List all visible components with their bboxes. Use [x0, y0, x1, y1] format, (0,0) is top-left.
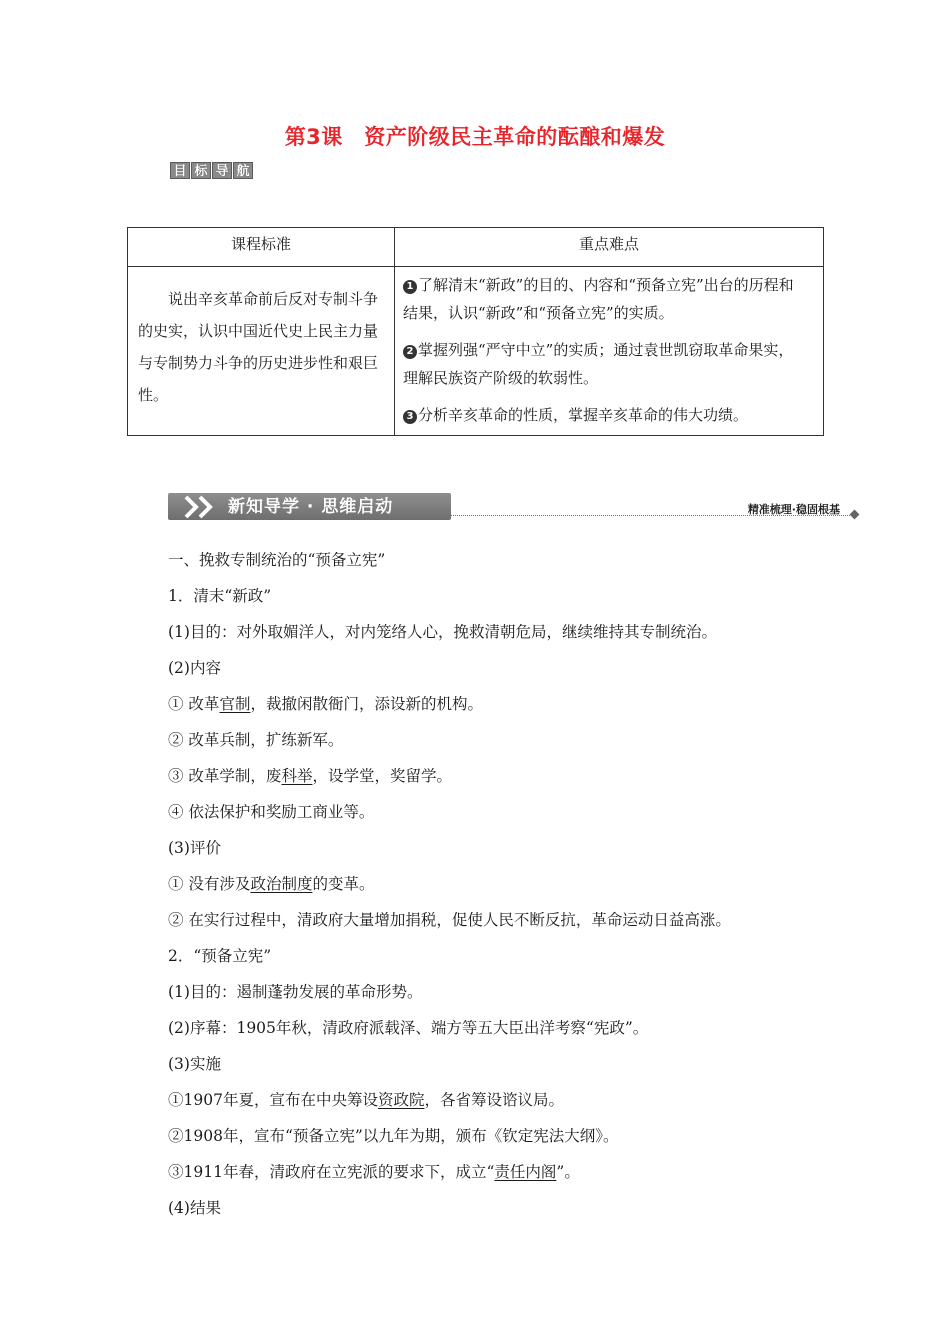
- text-span: ，设学堂，奖留学。: [312, 767, 452, 785]
- table-header-row: [128, 228, 824, 267]
- banner-right-text: 精准梳理·稳固根基: [747, 503, 840, 516]
- banner-title-right: 思维启动: [321, 497, 394, 517]
- badge-char: 标: [191, 162, 211, 179]
- lesson-title: 第3课 资产阶级民主革命的酝酿和爆发: [284, 125, 666, 149]
- number-1-icon: 1: [403, 280, 417, 294]
- text-span: ，裁撤闲散衙门，添设新的机构。: [250, 695, 483, 713]
- text-line: [168, 691, 828, 727]
- text-line: [168, 871, 828, 907]
- header-key-points: 重点难点: [395, 228, 824, 267]
- text-line: [168, 763, 828, 799]
- section-banner: [168, 493, 862, 523]
- text-line: (2)序幕：1905年秋，清政府派载泽、端方等五大臣出洋考察“宪政”。: [168, 1019, 649, 1037]
- underlined-term: 官制: [219, 695, 251, 713]
- text-span: 的变革。: [312, 875, 375, 893]
- text-span: ，各省筹设谘议局。: [424, 1091, 564, 1109]
- text-span: ①1907年夏，宣布在中央筹设: [168, 1091, 378, 1109]
- key-points-cell: [395, 267, 824, 436]
- text-line: ② 改革兵制，扩练新军。: [168, 731, 344, 749]
- section-heading: 一、挽救专制统治的“预备立宪”: [168, 551, 386, 569]
- text-span: ③1911年春，清政府在立宪派的要求下，成立“: [168, 1163, 495, 1181]
- text-line: ②1908年，宣布“预备立宪”以九年为期，颁布《钦定宪法大纲》。: [168, 1127, 619, 1145]
- course-standard-cell: [128, 267, 395, 436]
- header-course-standard: 课程标准: [128, 228, 395, 267]
- key-point-item: [403, 401, 803, 429]
- text-line: ④ 依法保护和奖励工商业等。: [168, 803, 375, 821]
- key-point-text: 掌握列强“严守中立”的实质；通过袁世凯窃取革命果实，理解民族资产阶级的软弱性。: [403, 341, 794, 387]
- underlined-term: 资政院: [377, 1091, 425, 1109]
- text-line: ② 在实行过程中，清政府大量增加捐税，促使人民不断反抗，革命运动日益高涨。: [168, 911, 731, 929]
- key-point-item: [403, 271, 803, 327]
- banner-title: [228, 495, 393, 519]
- text-line: (3)评价: [168, 839, 221, 857]
- goals-table: [127, 227, 824, 436]
- subsection-heading: 1．清末“新政”: [168, 587, 272, 605]
- underlined-term: 科举: [281, 767, 313, 785]
- double-chevron-icon: [182, 495, 226, 519]
- text-line: (1)目的：对外取媚洋人，对内笼络人心，挽救清朝危局，继续维持其专制统治。: [168, 623, 717, 641]
- badge-char: 目: [170, 162, 190, 179]
- text-span: ① 没有涉及: [168, 875, 251, 893]
- text-line: (2)内容: [168, 659, 221, 677]
- diamond-icon: [850, 510, 860, 520]
- text-span: ① 改革: [168, 695, 220, 713]
- badge-char: 导: [212, 162, 232, 179]
- number-3-icon: 3: [403, 410, 417, 424]
- banner-title-left: 新知导学: [228, 497, 300, 517]
- table-row: [128, 267, 824, 436]
- text-line: (1)目的：遏制蓬勃发展的革命形势。: [168, 983, 423, 1001]
- course-standard-text: 说出辛亥革命前后反对专制斗争的史实，认识中国近代史上民主力量与专制势力斗争的历史进步性和艰巨性。: [138, 290, 379, 404]
- text-span: ③ 改革学制，废: [168, 767, 282, 785]
- text-line: (4)结果: [168, 1199, 221, 1217]
- key-point-text: 了解清末“新政”的目的、内容和“预备立宪”出台的历程和结果，认识“新政”和“预备立宪”的实质。: [403, 276, 794, 322]
- target-guide-badge: [170, 162, 253, 179]
- banner-dot: ·: [306, 497, 315, 517]
- text-line: [168, 1087, 828, 1123]
- text-line: (3)实施: [168, 1055, 221, 1073]
- text-line: [168, 1159, 828, 1195]
- content-body: [168, 547, 828, 1231]
- underlined-term: 政治制度: [250, 875, 313, 893]
- subsection-heading: 2．“预备立宪”: [168, 947, 272, 965]
- number-2-icon: 2: [403, 345, 417, 359]
- badge-char: 航: [233, 162, 253, 179]
- key-point-text: 分析辛亥革命的性质，掌握辛亥革命的伟大功绩。: [418, 406, 749, 424]
- key-point-item: [403, 336, 803, 392]
- text-span: ”。: [556, 1163, 580, 1181]
- underlined-term: 责任内阁: [494, 1163, 557, 1181]
